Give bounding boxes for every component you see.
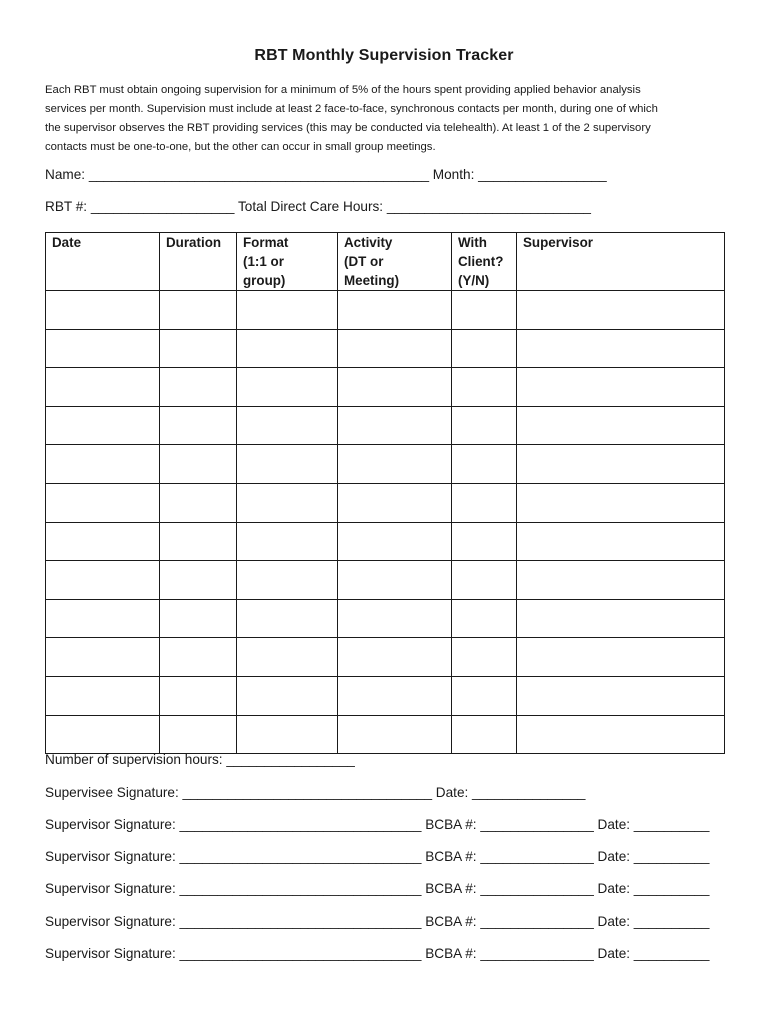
cell-activity[interactable] bbox=[338, 522, 452, 561]
instructions-line: contacts must be one-to-one, but the other can occur in small group meetings. bbox=[45, 140, 436, 153]
cell-format[interactable] bbox=[237, 368, 338, 407]
cell-activity[interactable] bbox=[338, 561, 452, 600]
cell-date[interactable] bbox=[46, 638, 160, 677]
cell-date[interactable] bbox=[46, 522, 160, 561]
cell-supervisor[interactable] bbox=[517, 676, 725, 715]
cell-supervisor[interactable] bbox=[517, 368, 725, 407]
cell-supervisor[interactable] bbox=[517, 329, 725, 368]
cell-with-client[interactable] bbox=[452, 406, 517, 445]
cell-date[interactable] bbox=[46, 599, 160, 638]
cell-with-client[interactable] bbox=[452, 676, 517, 715]
cell-with-client[interactable] bbox=[452, 638, 517, 677]
supervisor-signature-field[interactable]: Supervisor Signature: ________________________________ BCBA #: _______________ Date: __________ bbox=[45, 849, 710, 864]
cell-supervisor[interactable] bbox=[517, 522, 725, 561]
cell-date[interactable] bbox=[46, 676, 160, 715]
table-row bbox=[46, 406, 725, 445]
instructions-paragraph bbox=[45, 81, 730, 157]
cell-activity[interactable] bbox=[338, 715, 452, 754]
cell-format[interactable] bbox=[237, 522, 338, 561]
cell-activity[interactable] bbox=[338, 638, 452, 677]
table-row bbox=[46, 676, 725, 715]
cell-duration[interactable] bbox=[160, 291, 237, 330]
cell-duration[interactable] bbox=[160, 715, 237, 754]
cell-supervisor[interactable] bbox=[517, 406, 725, 445]
cell-with-client[interactable] bbox=[452, 522, 517, 561]
cell-with-client[interactable] bbox=[452, 291, 517, 330]
cell-activity[interactable] bbox=[338, 445, 452, 484]
cell-activity[interactable] bbox=[338, 291, 452, 330]
supervisor-signature-field[interactable]: Supervisor Signature: ________________________________ BCBA #: _______________ Date: __________ bbox=[45, 914, 710, 929]
cell-activity[interactable] bbox=[338, 599, 452, 638]
supervision-log-table bbox=[45, 232, 725, 754]
cell-duration[interactable] bbox=[160, 368, 237, 407]
cell-date[interactable] bbox=[46, 291, 160, 330]
cell-with-client[interactable] bbox=[452, 715, 517, 754]
supervisor-signature-field[interactable]: Supervisor Signature: ________________________________ BCBA #: _______________ Date: __________ bbox=[45, 817, 710, 832]
cell-duration[interactable] bbox=[160, 638, 237, 677]
cell-date[interactable] bbox=[46, 329, 160, 368]
cell-duration[interactable] bbox=[160, 406, 237, 445]
cell-format[interactable] bbox=[237, 406, 338, 445]
column-header-supervisor: Supervisor bbox=[517, 233, 725, 291]
cell-supervisor[interactable] bbox=[517, 291, 725, 330]
cell-activity[interactable] bbox=[338, 368, 452, 407]
supervisor-signature-field[interactable]: Supervisor Signature: ________________________________ BCBA #: _______________ Date: __________ bbox=[45, 946, 710, 961]
table-row bbox=[46, 522, 725, 561]
instructions-line: Each RBT must obtain ongoing supervision for a minimum of 5% of the hours spent providing applied behavior analysis bbox=[45, 84, 641, 96]
supervision-hours-field[interactable]: Number of supervision hours: _________________ bbox=[45, 752, 355, 767]
cell-format[interactable] bbox=[237, 329, 338, 368]
column-header-date: Date bbox=[46, 233, 160, 291]
cell-duration[interactable] bbox=[160, 599, 237, 638]
cell-supervisor[interactable] bbox=[517, 715, 725, 754]
column-header-format: Format (1:1 or group) bbox=[237, 233, 338, 291]
cell-duration[interactable] bbox=[160, 561, 237, 600]
cell-with-client[interactable] bbox=[452, 561, 517, 600]
table-row bbox=[46, 715, 725, 754]
cell-format[interactable] bbox=[237, 561, 338, 600]
cell-with-client[interactable] bbox=[452, 329, 517, 368]
cell-activity[interactable] bbox=[338, 483, 452, 522]
cell-duration[interactable] bbox=[160, 329, 237, 368]
cell-supervisor[interactable] bbox=[517, 561, 725, 600]
supervisee-signature-field[interactable]: Supervisee Signature: _________________________________ Date: _______________ bbox=[45, 785, 586, 800]
cell-date[interactable] bbox=[46, 406, 160, 445]
cell-activity[interactable] bbox=[338, 676, 452, 715]
instructions-line: services per month. Supervision must include at least 2 face-to-face, synchronous contacts per month, during one of which bbox=[45, 102, 658, 115]
cell-duration[interactable] bbox=[160, 676, 237, 715]
cell-duration[interactable] bbox=[160, 445, 237, 484]
page-title: RBT Monthly Supervision Tracker bbox=[254, 47, 514, 64]
table-row bbox=[46, 599, 725, 638]
column-header-with-client: With Client? (Y/N) bbox=[452, 233, 517, 291]
cell-format[interactable] bbox=[237, 599, 338, 638]
cell-date[interactable] bbox=[46, 445, 160, 484]
cell-supervisor[interactable] bbox=[517, 599, 725, 638]
cell-with-client[interactable] bbox=[452, 368, 517, 407]
table-row bbox=[46, 638, 725, 677]
cell-activity[interactable] bbox=[338, 329, 452, 368]
cell-with-client[interactable] bbox=[452, 483, 517, 522]
cell-supervisor[interactable] bbox=[517, 445, 725, 484]
instructions-line: the supervisor observes the RBT providing services (this may be conducted via telehealth). At least 1 of the 2 supervisory bbox=[45, 121, 651, 134]
table-body bbox=[46, 291, 725, 754]
cell-format[interactable] bbox=[237, 676, 338, 715]
cell-duration[interactable] bbox=[160, 483, 237, 522]
cell-activity[interactable] bbox=[338, 406, 452, 445]
cell-date[interactable] bbox=[46, 561, 160, 600]
cell-duration[interactable] bbox=[160, 522, 237, 561]
cell-format[interactable] bbox=[237, 638, 338, 677]
column-header-duration: Duration bbox=[160, 233, 237, 291]
table-header-row bbox=[46, 233, 725, 291]
cell-format[interactable] bbox=[237, 291, 338, 330]
table-row bbox=[46, 368, 725, 407]
cell-with-client[interactable] bbox=[452, 445, 517, 484]
column-header-activity: Activity (DT or Meeting) bbox=[338, 233, 452, 291]
table-row bbox=[46, 291, 725, 330]
cell-format[interactable] bbox=[237, 715, 338, 754]
cell-date[interactable] bbox=[46, 368, 160, 407]
table-row bbox=[46, 483, 725, 522]
cell-supervisor[interactable] bbox=[517, 638, 725, 677]
cell-date[interactable] bbox=[46, 715, 160, 754]
table-row bbox=[46, 329, 725, 368]
table-row bbox=[46, 445, 725, 484]
table-row bbox=[46, 561, 725, 600]
cell-format[interactable] bbox=[237, 483, 338, 522]
cell-date[interactable] bbox=[46, 483, 160, 522]
cell-supervisor[interactable] bbox=[517, 483, 725, 522]
cell-format[interactable] bbox=[237, 445, 338, 484]
name-month-field[interactable]: Name: _____________________________________________ Month: _________________ bbox=[45, 167, 607, 182]
rbt-number-direct-hours-field[interactable]: RBT #: ___________________ Total Direct Care Hours: ___________________________ bbox=[45, 199, 591, 214]
supervisor-signature-field[interactable]: Supervisor Signature: ________________________________ BCBA #: _______________ Date: __________ bbox=[45, 881, 710, 896]
cell-with-client[interactable] bbox=[452, 599, 517, 638]
